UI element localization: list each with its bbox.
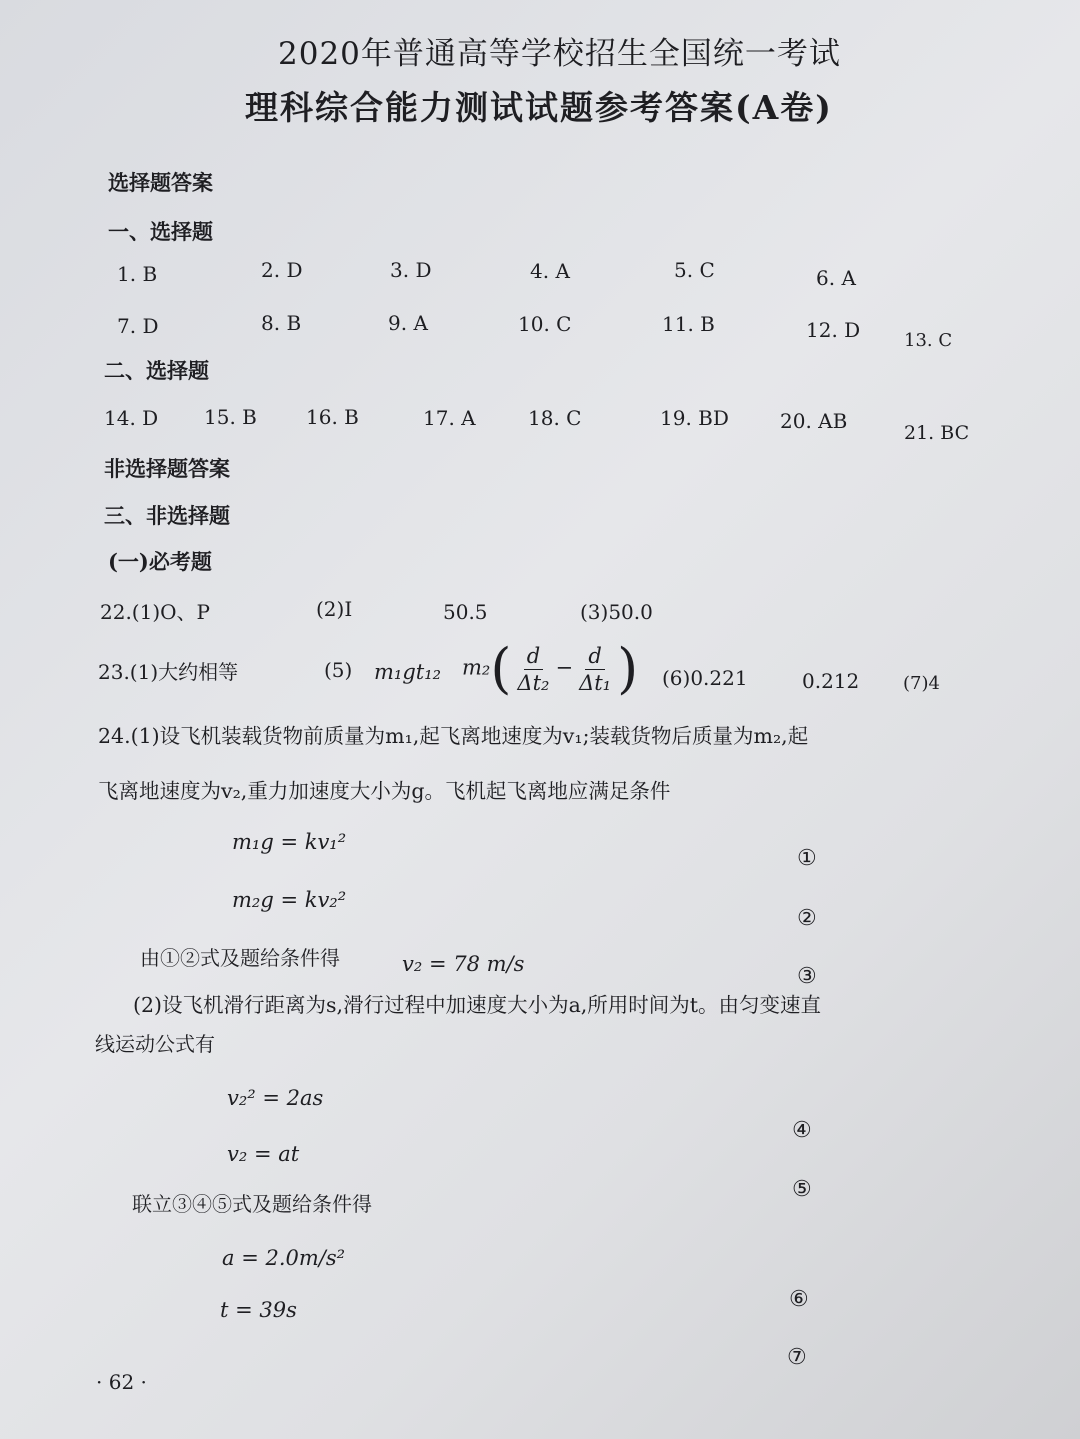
answer-item: 13. C [904,330,953,351]
q24-equation-6: a = 2.0m/s² [222,1246,346,1270]
answer-item: 9. A [388,311,428,335]
answer-item: 14. D [104,406,159,430]
answer-item: 11. B [662,312,715,336]
answer-item: 20. AB [780,409,848,433]
q23-formula1: m₁gt₁₂ [374,660,442,684]
q22-part2: (2)I [316,597,353,621]
answer-item: 19. BD [660,406,729,430]
part1-heading: 一、选择题 [108,219,213,244]
q23-part5: (5) [324,658,353,682]
answer-item: 5. C [674,258,715,282]
choice-answers-heading: 选择题答案 [108,170,213,195]
equation-marker-1: ① [797,846,817,871]
q22-part3: (3)50.0 [580,600,653,624]
q22-value: 50.5 [443,600,488,624]
left-paren: ( [490,637,512,700]
answer-item: 1. B [117,262,158,286]
q24-intro-line2: 飞离地速度为v₂,重力加速度大小为g。飞机起飞离地应满足条件 [98,779,671,803]
part2-heading: 二、选择题 [104,358,209,383]
answer-item: 12. D [806,318,861,342]
q24-equation-4: v₂² = 2as [227,1086,324,1110]
q24-part2-line2: 线运动公式有 [95,1032,215,1056]
q24-intro-line1: 24.(1)设飞机装载货物前质量为m₁,起飞离地速度为v₁;装载货物后质量为m₂,起 [98,724,809,748]
exam-title-line1: 2020年普通高等学校招生全国统一考试 [278,36,841,72]
answer-item: 18. C [528,406,582,430]
minus-sign: − [555,655,574,680]
fraction-1 [514,643,552,696]
answer-item: 8. B [261,311,302,335]
q22-label: 22.(1)O、P [100,600,210,624]
q24-equation-1: m₁g = kv₁² [232,830,347,854]
q24-derivation-2: 联立③④⑤式及题给条件得 [132,1192,372,1216]
answer-item: 6. A [816,266,856,290]
q23-label: 23.(1)大约相等 [98,660,239,684]
equation-marker-7: ⑦ [787,1345,807,1370]
answer-item: 17. A [423,406,476,430]
answer-item: 16. B [306,405,359,429]
fraction-2 [576,643,614,696]
equation-marker-5: ⑤ [792,1177,812,1202]
q23-mass: m₂ [462,655,491,680]
q23-value6b: 0.212 [802,669,860,693]
answer-item: 7. D [117,314,159,338]
equation-marker-6: ⑥ [789,1287,809,1312]
answer-item: 2. D [261,258,303,282]
q24-derivation-1: 由①②式及题给条件得 [140,946,340,970]
q24-equation-3: v₂ = 78 m/s [402,952,525,976]
fraction-denominator: Δt₁ [579,670,612,695]
q23-formula2 [462,637,639,700]
answer-item: 21. BC [904,422,970,444]
fraction-numerator: d [585,643,604,670]
q24-equation-5: v₂ = at [227,1142,300,1166]
q24-equation-7: t = 39s [220,1298,297,1322]
answer-item: 15. B [204,405,257,429]
q23-part7: (7)4 [903,673,940,694]
fraction-denominator: Δt₂ [517,670,550,695]
equation-marker-3: ③ [797,964,817,989]
exam-title-line2: 理科综合能力测试试题参考答案(A卷) [245,88,833,127]
answer-item: 10. C [518,312,572,336]
answer-item: 4. A [530,259,570,283]
page-number: · 62 · [96,1370,147,1394]
equation-marker-4: ④ [792,1118,812,1143]
right-paren: ) [617,637,639,700]
fraction-numerator: d [524,643,543,670]
answer-item: 3. D [390,258,432,282]
q24-equation-2: m₂g = kv₂² [232,888,347,912]
q24-part2-line1: (2)设飞机滑行距离为s,滑行过程中加速度大小为a,所用时间为t。由匀变速直 [133,993,822,1017]
equation-marker-2: ② [797,906,817,931]
nonchoice-answers-heading: 非选择题答案 [104,456,230,481]
part3-heading: 三、非选择题 [104,503,230,528]
required-heading: (一)必考题 [108,549,212,574]
q23-part6: (6)0.221 [662,666,748,690]
